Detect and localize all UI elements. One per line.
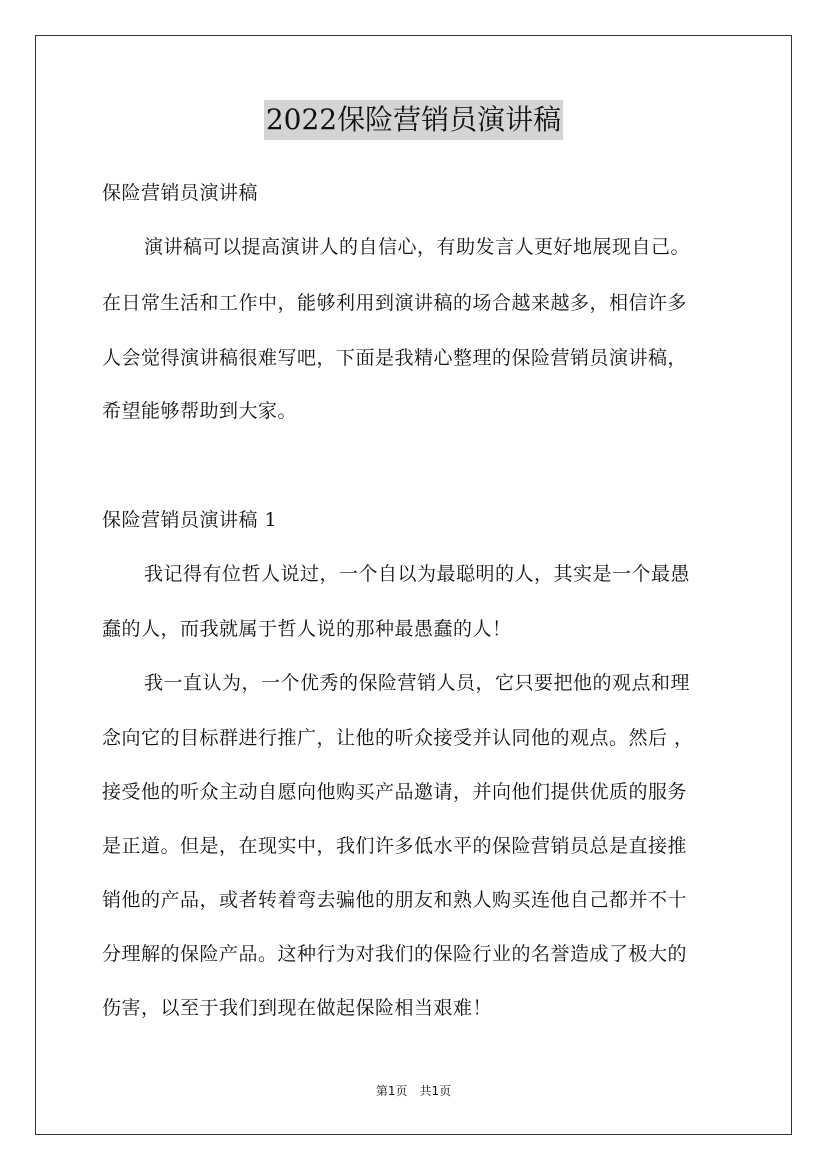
paragraph-line: 接受他的听众主动自愿向他购买产品邀请，并向他们提供优质的服务 bbox=[102, 781, 688, 803]
paragraph-line: 蠢的人，而我就属于哲人说的那种最愚蠢的人！ bbox=[102, 618, 512, 640]
paragraph-line: 我一直认为，一个优秀的保险营销人员，它只要把他的观点和理 bbox=[144, 672, 691, 694]
paragraph-line: 分理解的保险产品。这种行为对我们的保险行业的名誉造成了极大的 bbox=[102, 943, 688, 965]
page-footer bbox=[0, 1083, 827, 1099]
page-number: 第1页 bbox=[375, 1084, 408, 1098]
paragraph-line: 演讲稿可以提高演讲人的自信心，有助发言人更好地展现自己。 bbox=[144, 236, 691, 258]
paragraph-line: 在日常生活和工作中，能够利用到演讲稿的场合越来越多，相信许多 bbox=[102, 292, 688, 314]
document-title: 2022保险营销员演讲稿 bbox=[264, 100, 563, 140]
title-container bbox=[0, 100, 827, 140]
paragraph-line: 销他的产品，或者转着弯去骗他的朋友和熟人购买连他自己都并不十 bbox=[102, 889, 688, 911]
section-heading: 保险营销员演讲稿 bbox=[102, 182, 259, 204]
paragraph-line: 念向它的目标群进行推广，让他的听众接受并认同他的观点。然后 ， bbox=[102, 727, 694, 749]
paragraph-line: 是正道。但是，在现实中，我们许多低水平的保险营销员总是直接推 bbox=[102, 835, 688, 857]
paragraph-line: 我记得有位哲人说过，一个自以为最聪明的人，其实是一个最愚 bbox=[144, 563, 691, 585]
page-total: 共1页 bbox=[419, 1084, 452, 1098]
paragraph-line: 人会觉得演讲稿很难写吧，下面是我精心整理的保险营销员演讲稿， bbox=[102, 347, 688, 369]
paragraph-line: 伤害，以至于我们到现在做起保险相当艰难！ bbox=[102, 997, 493, 1019]
section-heading: 保险营销员演讲稿 1 bbox=[102, 509, 278, 531]
paragraph-line: 希望能够帮助到大家。 bbox=[102, 400, 298, 422]
